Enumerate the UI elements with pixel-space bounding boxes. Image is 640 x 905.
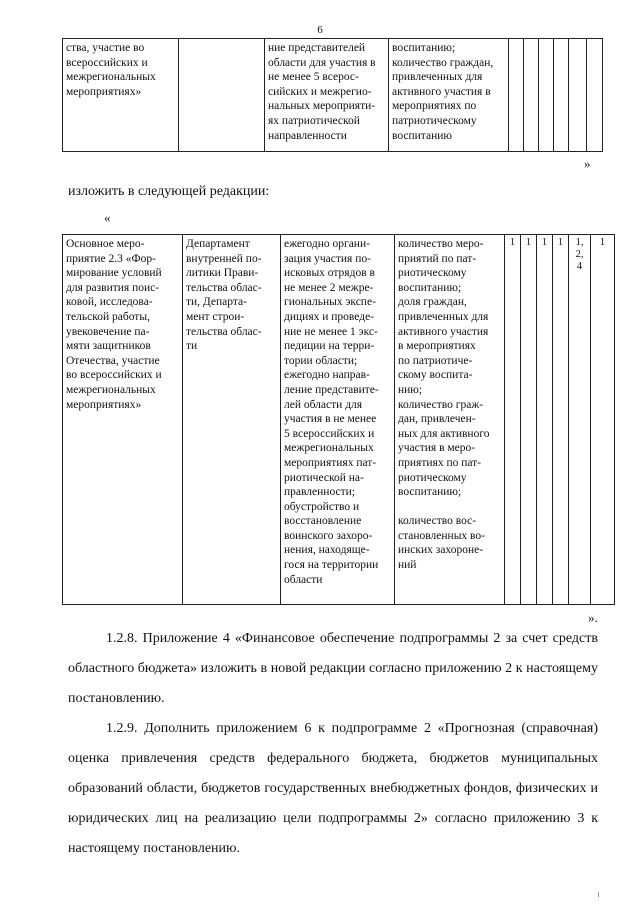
table-new-edition [62,234,615,605]
table-row [63,235,615,605]
table-cell-goal-link: 1 [553,235,569,605]
table-cell-activity: ства, участие во всероссийских и межрегиональных мероприятиях» [63,39,179,152]
table-previous-fragment [62,38,603,152]
table-cell-goal-link: 1 [521,235,537,605]
closing-quote-mark: ». [588,610,598,625]
table-row [63,39,603,152]
table-cell-empty [509,39,524,152]
table-cell-empty [554,39,569,152]
table-cell-result: ние представителей области для участия в не менее 5 всерос- сийских и межрегио- нальных мероприяти- ях патриотической направленности [265,39,389,152]
table-cell-executor: Департамент внутренней по- литики Прави- тельства облас- ти, Департа- мент строи- тельства облас- ти [183,235,281,605]
closing-quote-mark: » [584,156,591,171]
table-cell-goal-link: 1 [591,235,615,605]
table-cell-indicator: воспитанию; количество граждан, привлеченных для активного участия в мероприятиях по патриотическому воспитанию [389,39,509,152]
table-cell-goal-link: 1 [537,235,553,605]
opening-quote-mark: « [104,210,111,225]
table-cell-goal-link: 1 [505,235,521,605]
table-cell-goal-link: 1, 2, 4 [569,235,591,605]
table-cell-indicator: количество меро- приятий по пат- риотическому воспитанию; доля граждан, привлеченных для активного участия в мероприятиях по патриотиче- скому воспита- нию; количество граж- дан, привлечен- ных для активного участия в меро- приятиях по пат- риотическому воспитанию; количество вос- становленных во- инских захороне- ний [395,235,505,605]
table-cell-empty [587,39,603,152]
table-cell-result: ежегодно органи- зация участия по- исковых отрядов в не менее 2 межре- гиональных экспе- дициях и проведе- ние не менее 1 экс- педиции на терри- тории области; ежегодно направ- ление представите- лей области для участия в не менее 5 всероссийских и межрегиональных мероприятиях пат- риотической на- правленности; обустройство и восстановление воинского захоро- нения, находяще- гося на территории области [281,235,395,605]
page-number: 6 [317,24,323,36]
paragraph-1-2-8: 1.2.8. Приложение 4 «Финансовое обеспечение подпрограммы 2 за счет средств областного бюджета» изложить в новой редакции согласно приложению 2 к настоящему постановлению. [68,631,598,706]
page-mark [598,892,599,897]
table-cell-empty [569,39,587,152]
table-cell-empty [524,39,539,152]
intro-text: изложить в следующей редакции: [68,184,270,199]
paragraph-1-2-9: 1.2.9. Дополнить приложением 6 к подпрограмме 2 «Прогнозная (справочная) оценка привлечения средств федерального бюджета, бюджетов муниципальных образований области, бюджетов государственных внебюджетных фондов, физических и юридических лиц на реализацию цели подпрограммы 2» согласно приложению 3 к настоящему постановлению. [68,721,598,856]
table-cell-executor [179,39,265,152]
table-cell-activity: Основное меро- приятие 2.3 «Фор- мирование условий для развития поис- ковой, исследова- тельской работы, увековечение па- мяти защитников Отечества, участие во всероссийских и межрегиональных мероприятиях» [63,235,183,605]
table-cell-empty [539,39,554,152]
